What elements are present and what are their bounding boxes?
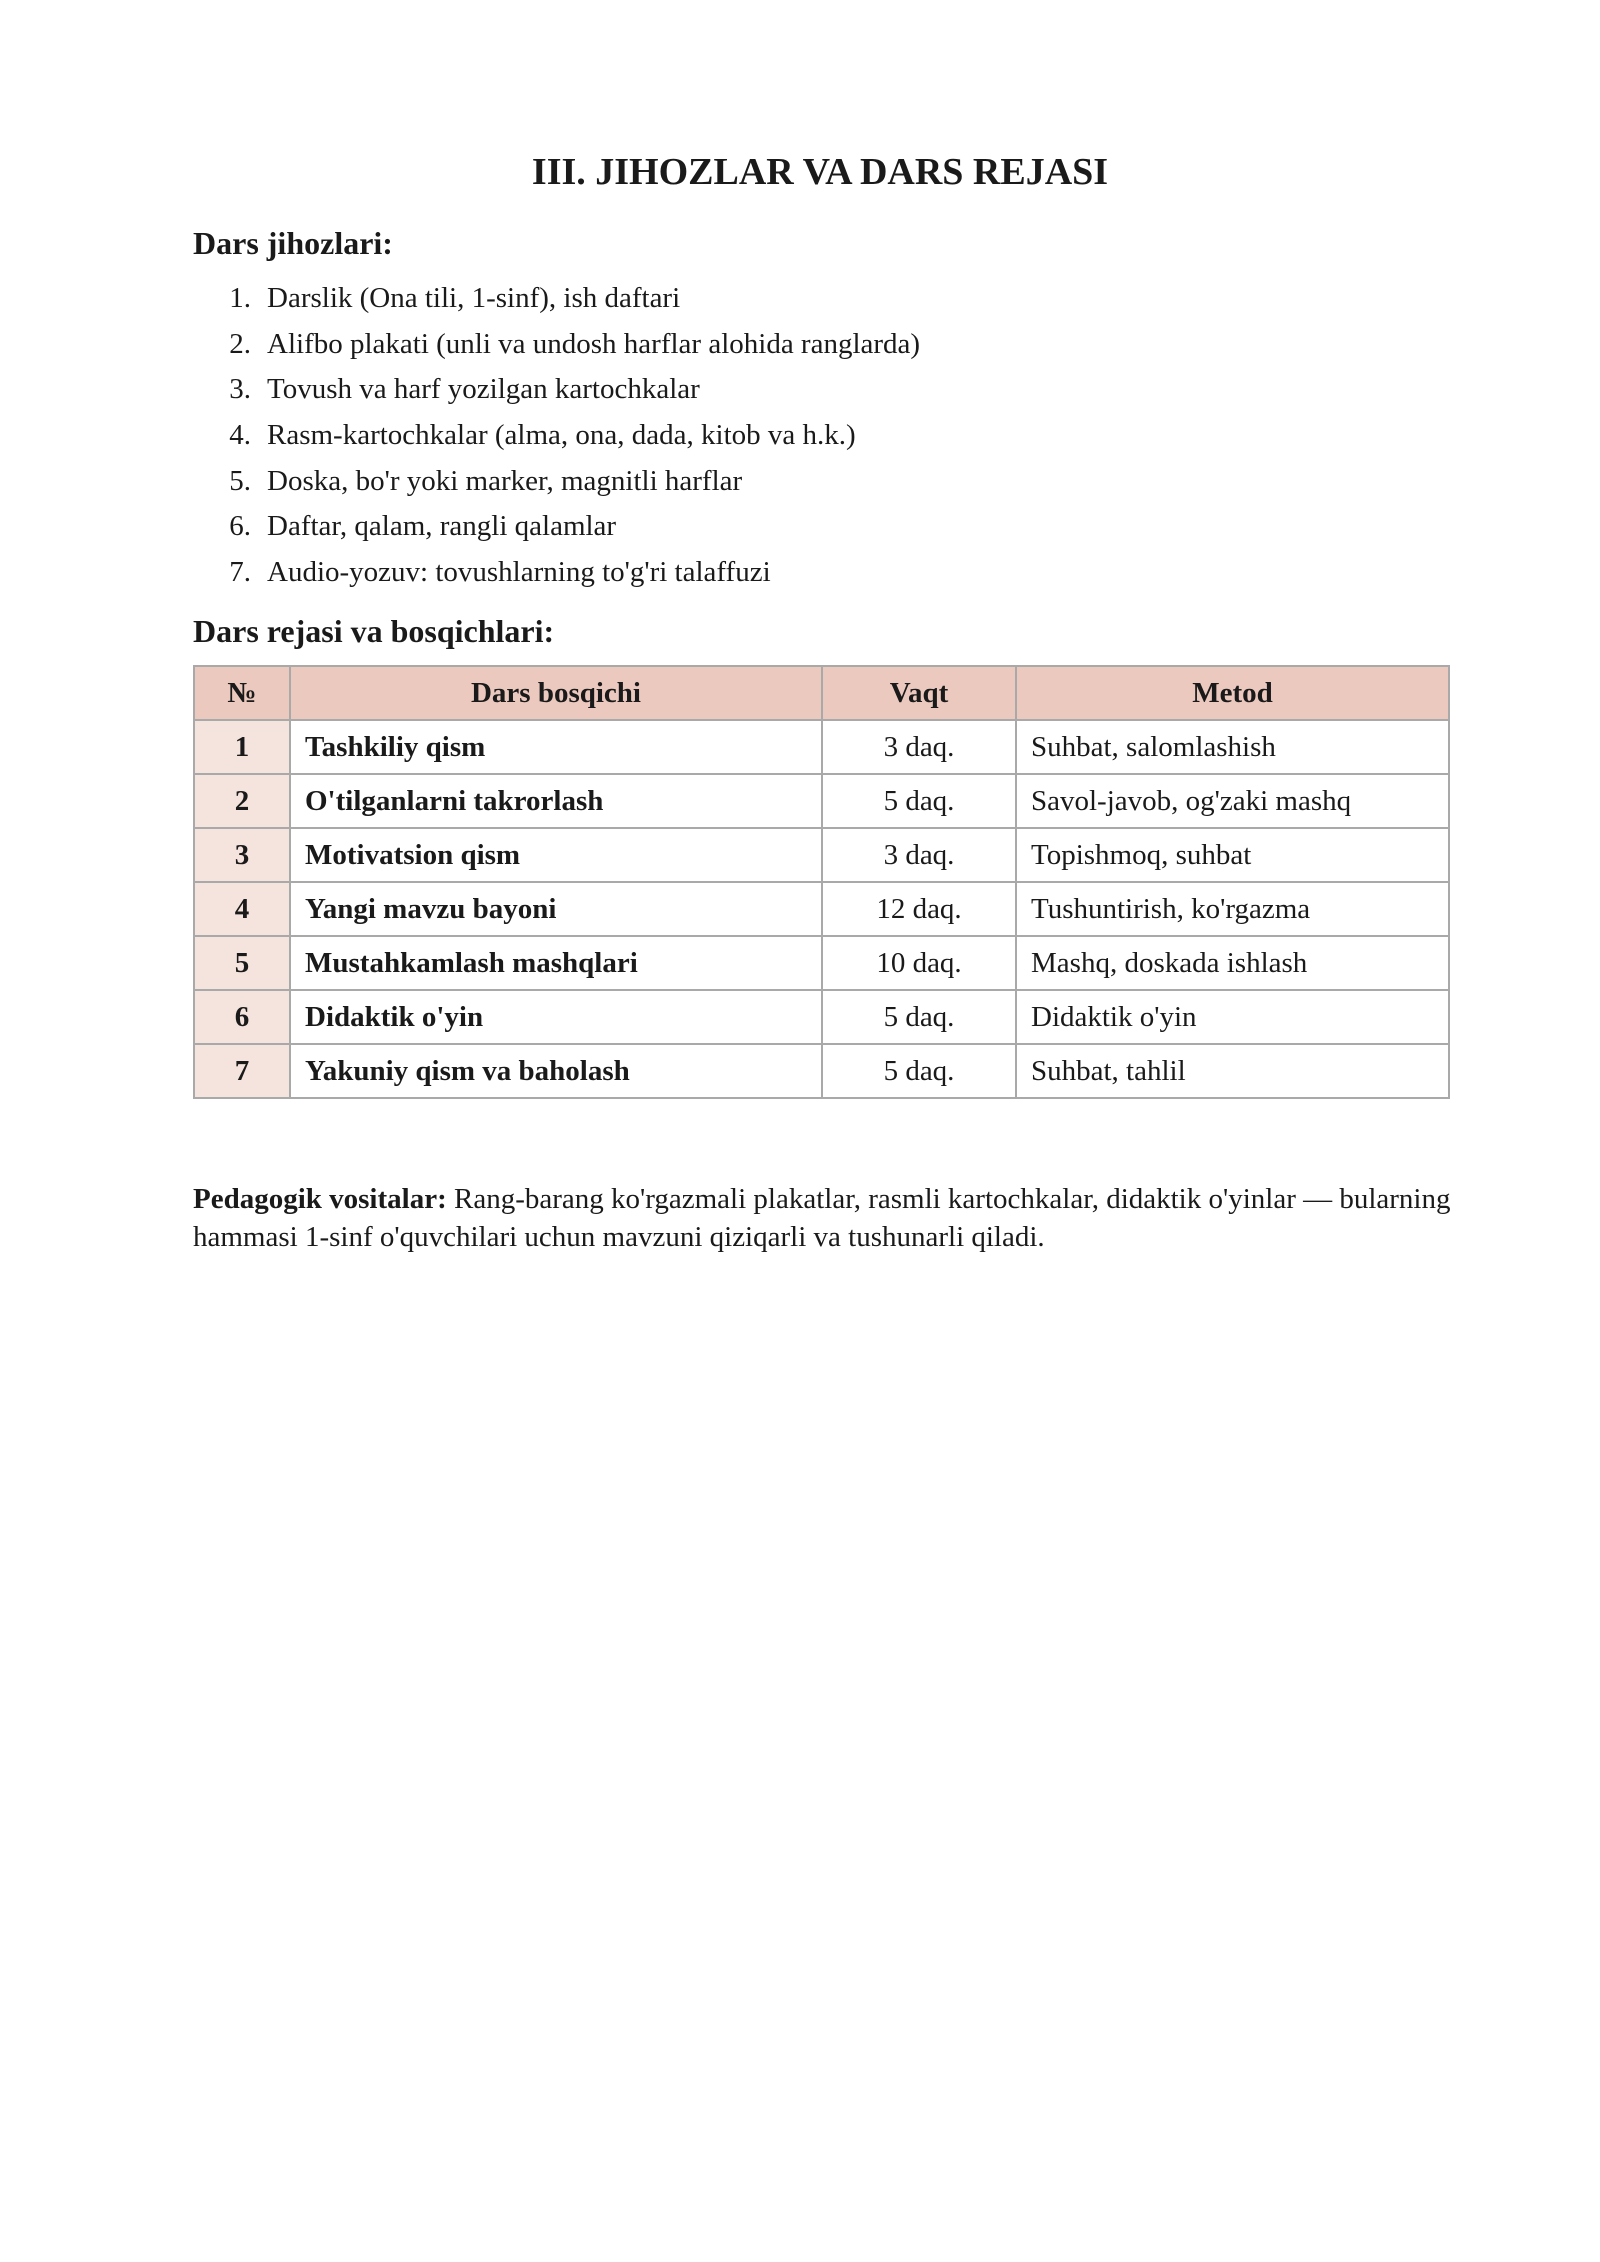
cell-stage: Yakuniy qism va baholash [290, 1044, 822, 1098]
cell-time: 12 daq. [822, 882, 1016, 936]
cell-method: Suhbat, tahlil [1016, 1044, 1449, 1098]
list-item-text: Darslik (Ona tili, 1-sinf), ish daftari [267, 282, 681, 315]
cell-stage: Didaktik o'yin [290, 990, 822, 1044]
plan-heading: Dars rejasi va bosqichlari: [193, 613, 555, 649]
cell-number: 5 [194, 936, 290, 990]
list-item-text: Audio-yozuv: tovushlarning to'g'ri talaffuzi [267, 555, 771, 588]
list-item-text: Daftar, qalam, rangli qalamlar [267, 510, 617, 543]
cell-number: 7 [194, 1044, 290, 1098]
cell-time: 3 daq. [822, 828, 1016, 882]
list-item-text: Rasm-kartochkalar (alma, ona, dada, kitob va h.k.) [267, 419, 856, 452]
list-item-number: 6. [229, 510, 251, 543]
list-item [193, 367, 920, 413]
cell-method: Mashq, doskada ishlash [1016, 936, 1449, 990]
list-item-text: Doska, bo'r yoki marker, magnitli harflar [267, 464, 743, 497]
list-item [193, 413, 920, 459]
table-row [194, 720, 1449, 774]
cell-stage: Motivatsion qism [290, 828, 822, 882]
list-item-number: 4. [229, 419, 251, 452]
list-item [193, 550, 920, 596]
table-row [194, 1044, 1449, 1098]
list-item-number: 7. [229, 555, 251, 588]
cell-number: 3 [194, 828, 290, 882]
cell-method: Topishmoq, suhbat [1016, 828, 1449, 882]
lesson-plan-table [193, 665, 1450, 1099]
list-item-number: 1. [229, 282, 251, 315]
list-item-text: Alifbo plakati (unli va undosh harflar alohida ranglarda) [267, 327, 921, 360]
column-header-stage: Dars bosqichi [290, 666, 822, 720]
cell-method: Tushuntirish, ko'rgazma [1016, 882, 1449, 936]
cell-method: Didaktik o'yin [1016, 990, 1449, 1044]
cell-time: 3 daq. [822, 720, 1016, 774]
list-item [193, 276, 920, 322]
cell-time: 5 daq. [822, 1044, 1016, 1098]
pedagogical-note [193, 1180, 1455, 1256]
cell-stage: Tashkiliy qism [290, 720, 822, 774]
cell-number: 2 [194, 774, 290, 828]
column-header-time: Vaqt [822, 666, 1016, 720]
page-title: III. JIHOZLAR VA DARS REJASI [531, 151, 1109, 193]
cell-number: 1 [194, 720, 290, 774]
cell-method: Savol-javob, og'zaki mashq [1016, 774, 1449, 828]
column-header-number: № [194, 666, 290, 720]
list-item-text: Tovush va harf yozilgan kartochkalar [267, 373, 700, 406]
cell-stage: Mustahkamlash mashqlari [290, 936, 822, 990]
list-item-number: 3. [229, 373, 251, 406]
table-header-row [194, 666, 1449, 720]
column-header-method: Metod [1016, 666, 1449, 720]
list-item-number: 2. [229, 327, 251, 360]
cell-time: 5 daq. [822, 990, 1016, 1044]
cell-method: Suhbat, salomlashish [1016, 720, 1449, 774]
list-item-number: 5. [229, 464, 251, 497]
cell-stage: Yangi mavzu bayoni [290, 882, 822, 936]
list-item [193, 458, 920, 504]
cell-stage: O'tilganlarni takrorlash [290, 774, 822, 828]
cell-time: 5 daq. [822, 774, 1016, 828]
equipment-heading: Dars jihozlari: [193, 225, 393, 261]
table-row [194, 936, 1449, 990]
cell-time: 10 daq. [822, 936, 1016, 990]
table-row [194, 828, 1449, 882]
note-label: Pedagogik vositalar: [193, 1183, 447, 1215]
note-text: Rang-barang ko'rgazmali plakatlar, rasmli kartochkalar, didaktik o'yinlar — bularning hammasi 1-sinf o'quvchilari uchun mavzuni qiziqarli va tushunarli qiladi. [193, 1183, 1451, 1253]
cell-number: 6 [194, 990, 290, 1044]
list-item [193, 504, 920, 550]
table-row [194, 882, 1449, 936]
list-item [193, 322, 920, 368]
equipment-list [193, 276, 920, 595]
cell-number: 4 [194, 882, 290, 936]
table-row [194, 774, 1449, 828]
table-row [194, 990, 1449, 1044]
